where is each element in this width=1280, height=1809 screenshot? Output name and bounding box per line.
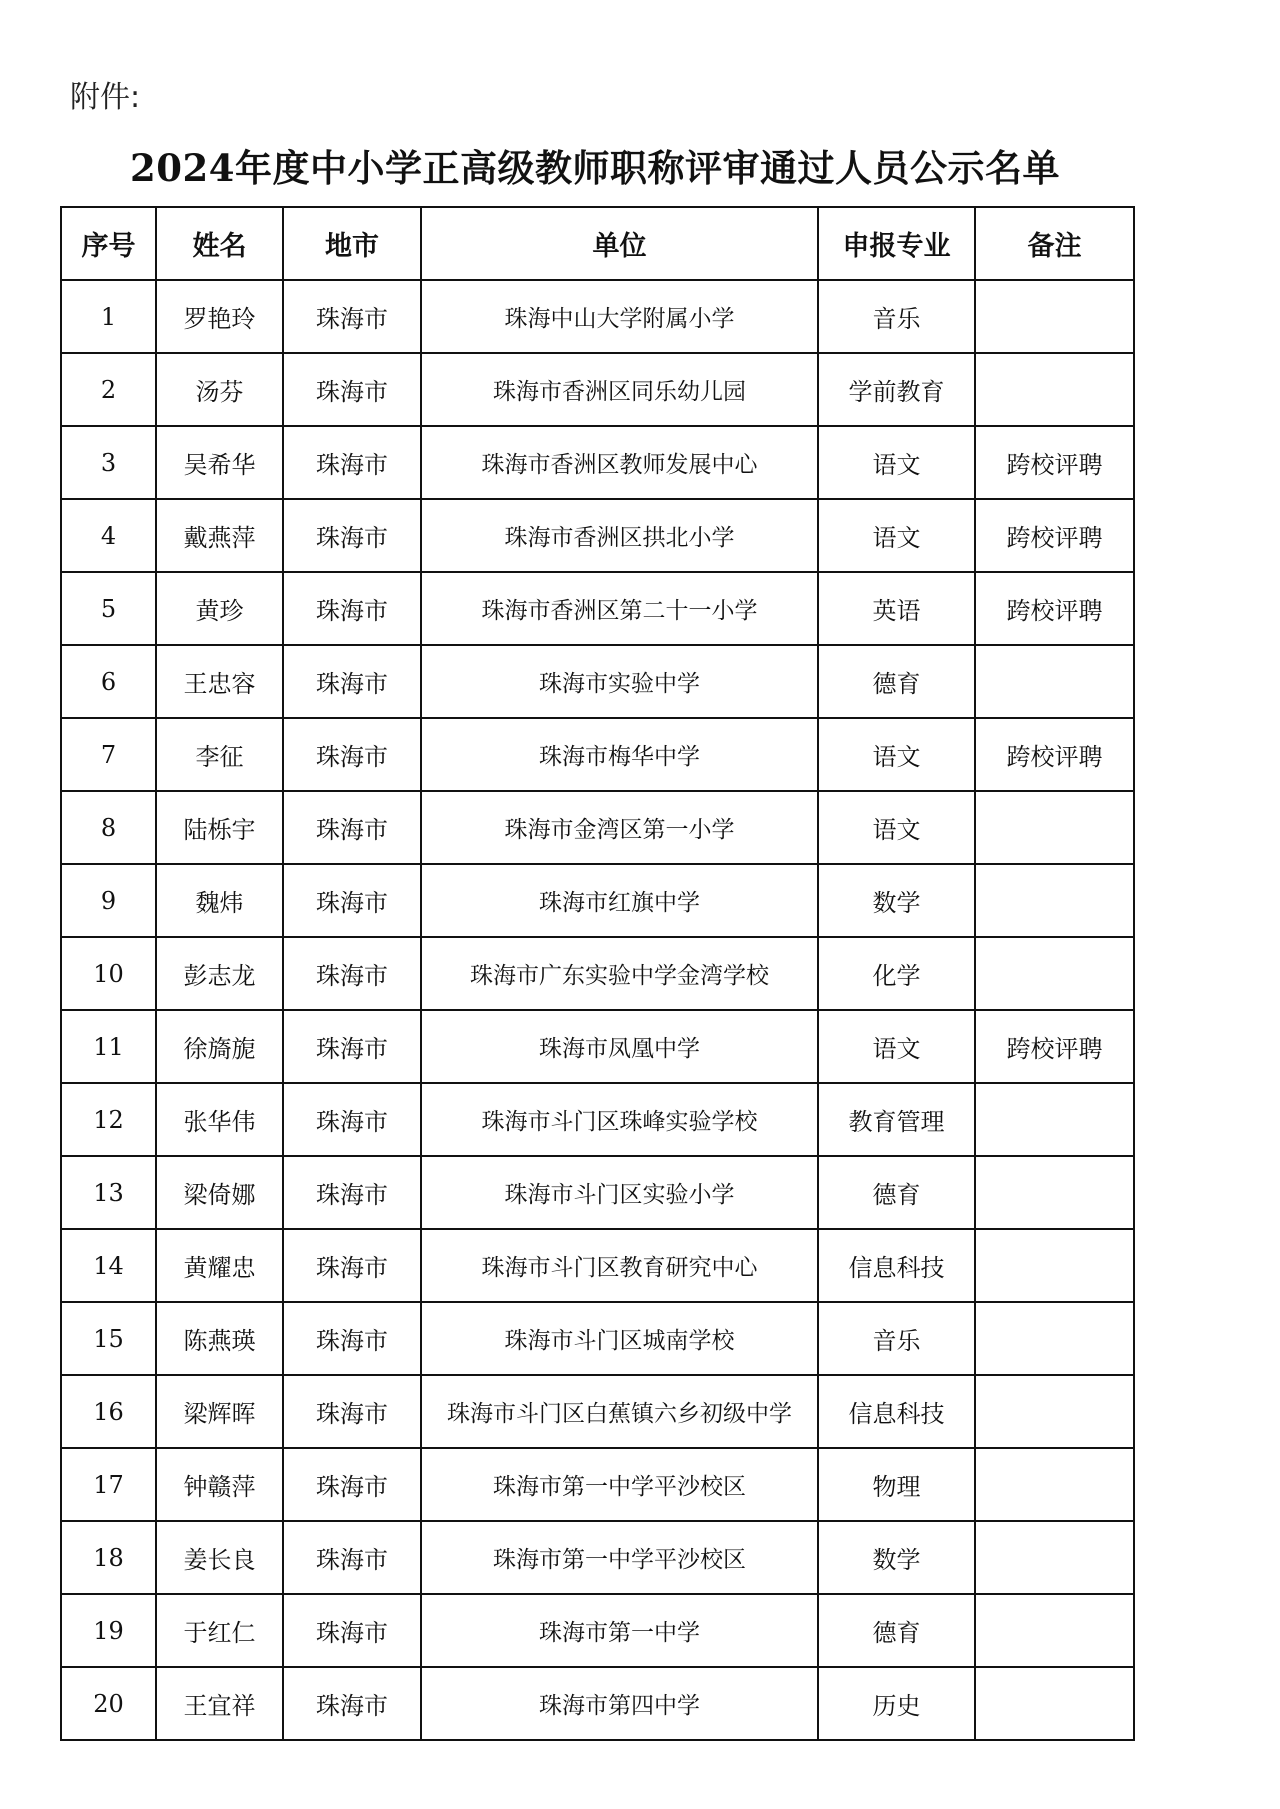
table-row (61, 499, 1134, 572)
cell-name: 罗艳玲 (156, 280, 283, 353)
cell-unit: 珠海市凤凰中学 (421, 1010, 818, 1083)
cell-city: 珠海市 (283, 280, 421, 353)
cell-unit: 珠海市斗门区城南学校 (421, 1302, 818, 1375)
table-row (61, 937, 1134, 1010)
cell-name: 戴燕萍 (156, 499, 283, 572)
cell-city: 珠海市 (283, 864, 421, 937)
cell-name: 魏炜 (156, 864, 283, 937)
cell-name: 李征 (156, 718, 283, 791)
header-index: 序号 (61, 207, 156, 280)
table-row (61, 572, 1134, 645)
cell-remark (975, 1302, 1134, 1375)
header-remark: 备注 (975, 207, 1134, 280)
cell-unit: 珠海市香洲区第二十一小学 (421, 572, 818, 645)
cell-city: 珠海市 (283, 1302, 421, 1375)
cell-index: 11 (61, 1010, 156, 1083)
cell-city: 珠海市 (283, 645, 421, 718)
cell-city: 珠海市 (283, 1156, 421, 1229)
cell-index: 3 (61, 426, 156, 499)
cell-name: 陆栎宇 (156, 791, 283, 864)
cell-city: 珠海市 (283, 1229, 421, 1302)
cell-city: 珠海市 (283, 1010, 421, 1083)
cell-specialty: 语文 (818, 718, 975, 791)
cell-remark (975, 645, 1134, 718)
cell-remark (975, 353, 1134, 426)
cell-index: 15 (61, 1302, 156, 1375)
cell-unit: 珠海市第四中学 (421, 1667, 818, 1740)
cell-remark: 跨校评聘 (975, 426, 1134, 499)
cell-remark (975, 1448, 1134, 1521)
table-row (61, 1448, 1134, 1521)
cell-index: 17 (61, 1448, 156, 1521)
cell-remark (975, 280, 1134, 353)
table-row (61, 1156, 1134, 1229)
cell-unit: 珠海市香洲区拱北小学 (421, 499, 818, 572)
cell-city: 珠海市 (283, 718, 421, 791)
cell-unit: 珠海市红旗中学 (421, 864, 818, 937)
cell-index: 10 (61, 937, 156, 1010)
cell-index: 4 (61, 499, 156, 572)
cell-name: 彭志龙 (156, 937, 283, 1010)
cell-name: 梁辉晖 (156, 1375, 283, 1448)
cell-unit: 珠海市第一中学平沙校区 (421, 1521, 818, 1594)
header-specialty: 申报专业 (818, 207, 975, 280)
cell-name: 王忠容 (156, 645, 283, 718)
cell-remark (975, 1229, 1134, 1302)
cell-city: 珠海市 (283, 1521, 421, 1594)
cell-specialty: 教育管理 (818, 1083, 975, 1156)
cell-unit: 珠海市斗门区实验小学 (421, 1156, 818, 1229)
cell-unit: 珠海市香洲区教师发展中心 (421, 426, 818, 499)
cell-name: 张华伟 (156, 1083, 283, 1156)
cell-city: 珠海市 (283, 1448, 421, 1521)
cell-name: 钟赣萍 (156, 1448, 283, 1521)
cell-specialty: 英语 (818, 572, 975, 645)
table-row (61, 280, 1134, 353)
cell-name: 黄珍 (156, 572, 283, 645)
table-row (61, 353, 1134, 426)
cell-specialty: 物理 (818, 1448, 975, 1521)
cell-specialty: 学前教育 (818, 353, 975, 426)
cell-remark (975, 1156, 1134, 1229)
table-row (61, 1521, 1134, 1594)
cell-index: 9 (61, 864, 156, 937)
cell-specialty: 语文 (818, 791, 975, 864)
cell-remark (975, 791, 1134, 864)
cell-specialty: 音乐 (818, 1302, 975, 1375)
cell-city: 珠海市 (283, 937, 421, 1010)
cell-unit: 珠海市广东实验中学金湾学校 (421, 937, 818, 1010)
table-row (61, 1375, 1134, 1448)
cell-city: 珠海市 (283, 1083, 421, 1156)
attachment-label: 附件: (70, 80, 141, 115)
cell-index: 16 (61, 1375, 156, 1448)
cell-remark: 跨校评聘 (975, 499, 1134, 572)
table-row (61, 645, 1134, 718)
cell-name: 梁倚娜 (156, 1156, 283, 1229)
cell-unit: 珠海市梅华中学 (421, 718, 818, 791)
cell-specialty: 数学 (818, 864, 975, 937)
cell-index: 20 (61, 1667, 156, 1740)
table-row (61, 791, 1134, 864)
table-row (61, 426, 1134, 499)
cell-specialty: 语文 (818, 499, 975, 572)
cell-unit: 珠海市金湾区第一小学 (421, 791, 818, 864)
cell-specialty: 数学 (818, 1521, 975, 1594)
cell-remark: 跨校评聘 (975, 718, 1134, 791)
table-row (61, 864, 1134, 937)
cell-city: 珠海市 (283, 572, 421, 645)
cell-remark: 跨校评聘 (975, 1010, 1134, 1083)
cell-remark (975, 1375, 1134, 1448)
cell-city: 珠海市 (283, 791, 421, 864)
cell-remark (975, 864, 1134, 937)
header-city: 地市 (283, 207, 421, 280)
cell-remark (975, 1083, 1134, 1156)
cell-specialty: 化学 (818, 937, 975, 1010)
table-row (61, 1229, 1134, 1302)
cell-city: 珠海市 (283, 1667, 421, 1740)
cell-index: 13 (61, 1156, 156, 1229)
cell-index: 8 (61, 791, 156, 864)
cell-name: 陈燕瑛 (156, 1302, 283, 1375)
cell-specialty: 语文 (818, 1010, 975, 1083)
table-header-row (61, 207, 1134, 280)
cell-city: 珠海市 (283, 499, 421, 572)
header-unit: 单位 (421, 207, 818, 280)
cell-remark: 跨校评聘 (975, 572, 1134, 645)
table-body (61, 280, 1134, 1740)
cell-unit: 珠海市斗门区白蕉镇六乡初级中学 (421, 1375, 818, 1448)
table-row (61, 1010, 1134, 1083)
cell-index: 12 (61, 1083, 156, 1156)
cell-unit: 珠海市香洲区同乐幼儿园 (421, 353, 818, 426)
cell-specialty: 德育 (818, 645, 975, 718)
cell-remark (975, 1594, 1134, 1667)
table-row (61, 1302, 1134, 1375)
cell-index: 14 (61, 1229, 156, 1302)
cell-city: 珠海市 (283, 1375, 421, 1448)
roster-table (60, 206, 1135, 1741)
table-row (61, 1594, 1134, 1667)
cell-name: 徐旖旎 (156, 1010, 283, 1083)
cell-name: 姜长良 (156, 1521, 283, 1594)
cell-unit: 珠海市斗门区珠峰实验学校 (421, 1083, 818, 1156)
header-name: 姓名 (156, 207, 283, 280)
cell-name: 汤芬 (156, 353, 283, 426)
cell-index: 5 (61, 572, 156, 645)
cell-name: 黄耀忠 (156, 1229, 283, 1302)
table-row (61, 1667, 1134, 1740)
cell-specialty: 德育 (818, 1594, 975, 1667)
cell-index: 6 (61, 645, 156, 718)
document-title: 2024年度中小学正高级教师职称评审通过人员公示名单 (130, 146, 1060, 190)
cell-remark (975, 1667, 1134, 1740)
cell-specialty: 历史 (818, 1667, 975, 1740)
cell-name: 王宜祥 (156, 1667, 283, 1740)
cell-index: 2 (61, 353, 156, 426)
cell-remark (975, 1521, 1134, 1594)
cell-name: 于红仁 (156, 1594, 283, 1667)
cell-specialty: 语文 (818, 426, 975, 499)
cell-index: 7 (61, 718, 156, 791)
cell-index: 1 (61, 280, 156, 353)
cell-city: 珠海市 (283, 1594, 421, 1667)
cell-specialty: 信息科技 (818, 1229, 975, 1302)
cell-unit: 珠海市实验中学 (421, 645, 818, 718)
cell-unit: 珠海中山大学附属小学 (421, 280, 818, 353)
cell-specialty: 音乐 (818, 280, 975, 353)
table-row (61, 718, 1134, 791)
cell-city: 珠海市 (283, 426, 421, 499)
cell-unit: 珠海市第一中学 (421, 1594, 818, 1667)
cell-city: 珠海市 (283, 353, 421, 426)
cell-specialty: 信息科技 (818, 1375, 975, 1448)
cell-name: 吴希华 (156, 426, 283, 499)
cell-unit: 珠海市斗门区教育研究中心 (421, 1229, 818, 1302)
cell-index: 19 (61, 1594, 156, 1667)
cell-unit: 珠海市第一中学平沙校区 (421, 1448, 818, 1521)
cell-remark (975, 937, 1134, 1010)
cell-index: 18 (61, 1521, 156, 1594)
table-row (61, 1083, 1134, 1156)
cell-specialty: 德育 (818, 1156, 975, 1229)
